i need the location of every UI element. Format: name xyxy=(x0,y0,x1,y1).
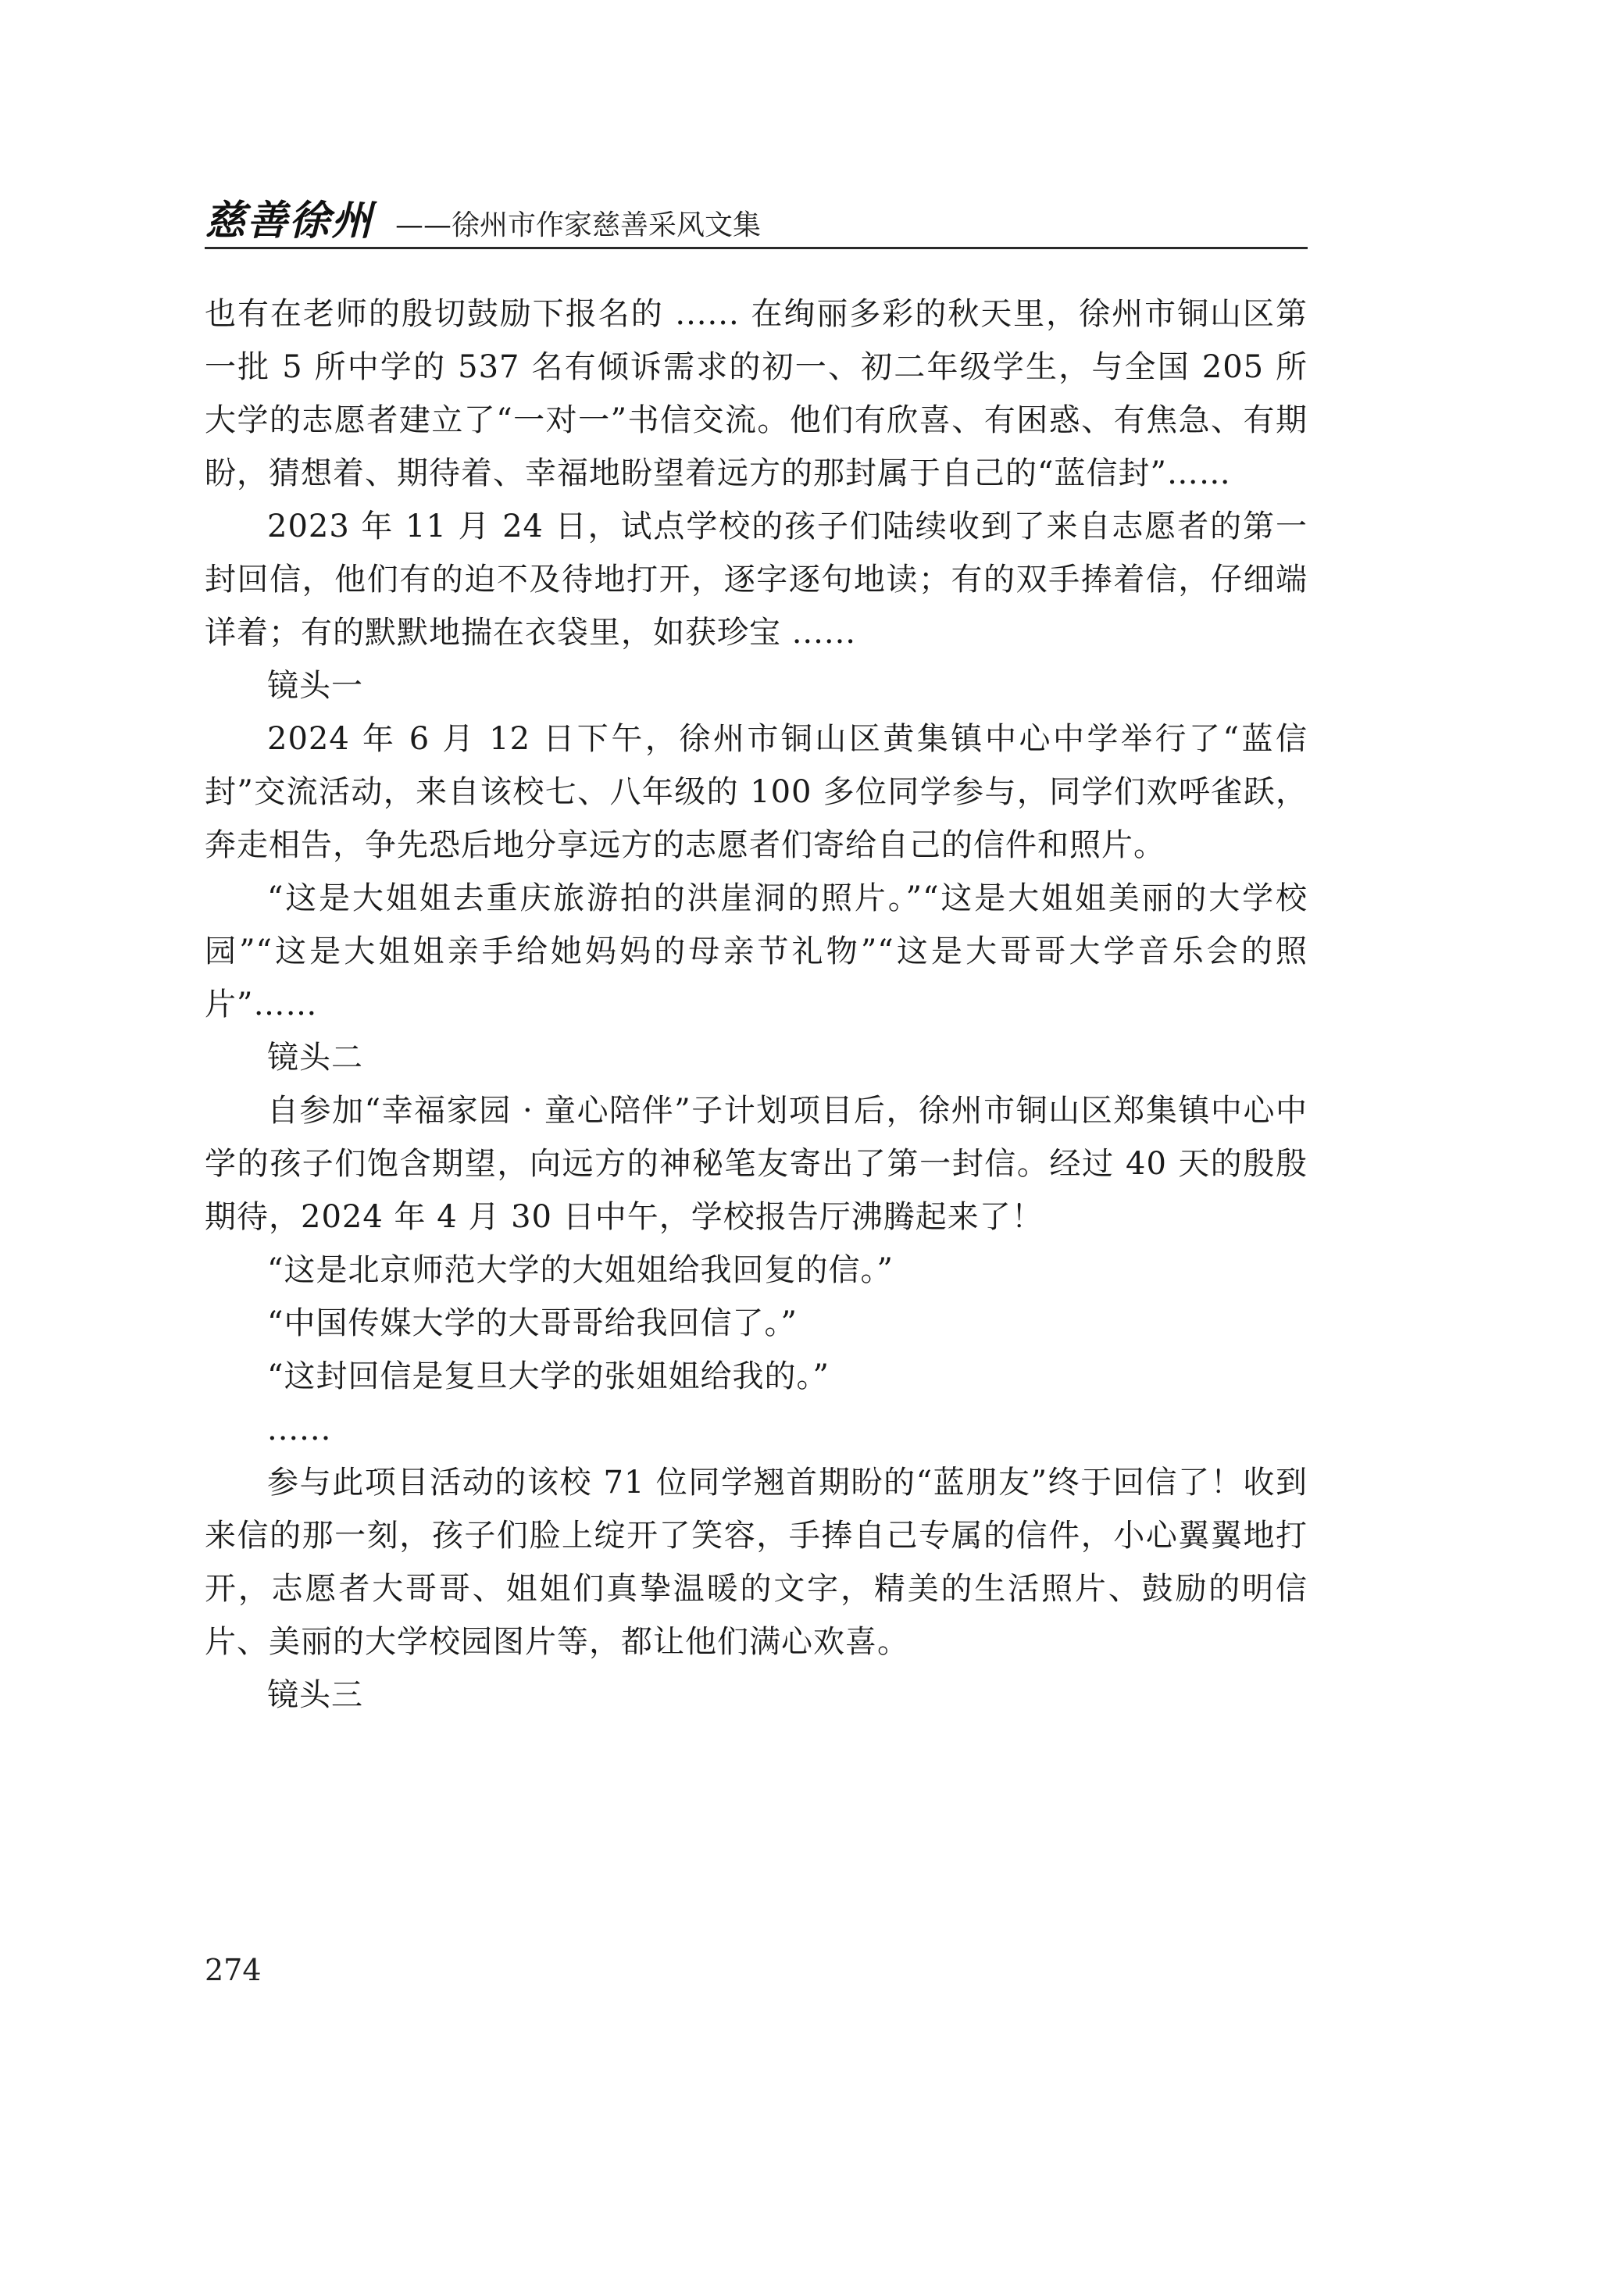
paragraph: 自参加“幸福家园 · 童心陪伴”子计划项目后，徐州市铜山区郑集镇中心中学的孩子们饱含期望，向远方的神秘笔友寄出了第一封信。经过 40 天的殷殷期待，2024 年 4 月 30 日中午，学校报告厅沸腾起来了！ xyxy=(205,1093,1308,1235)
paragraph: 2023 年 11 月 24 日，试点学校的孩子们陆续收到了来自志愿者的第一封回信，他们有的迫不及待地打开，逐字逐句地读；有的双手捧着信，仔细端详着；有的默默地揣在衣袋里，如获珍宝 ...... xyxy=(205,509,1308,651)
section-heading: 镜头一 xyxy=(267,668,363,704)
paragraph: ...... xyxy=(267,1412,332,1447)
header-subtitle: ——徐州市作家慈善采风文集 xyxy=(395,209,762,241)
section-heading: 镜头三 xyxy=(267,1677,363,1713)
paragraph: 2024 年 6 月 12 日下午，徐州市铜山区黄集镇中心中学举行了“蓝信封”交流活动，来自该校七、八年级的 100 多位同学参与，同学们欢呼雀跃，奔走相告，争先恐后地分享远方的志愿者们寄给自己的信件和照片。 xyxy=(205,721,1308,863)
page-number: 274 xyxy=(205,1953,262,1987)
paragraph: “中国传媒大学的大哥哥给我回信了。” xyxy=(267,1305,798,1341)
section-heading: 镜头二 xyxy=(267,1040,363,1076)
paragraph: 也有在老师的殷切鼓励下报名的 ...... 在绚丽多彩的秋天里，徐州市铜山区第一批 5 所中学的 537 名有倾诉需求的初一、初二年级学生，与全国 205 所大学的志愿者建立了“一对一”书信交流。他们有欣喜、有困惑、有焦急、有期盼，猜想着、期待着、幸福地盼望着远方的那封属于自己的“蓝信封”…… xyxy=(205,296,1308,491)
paragraph: “这封回信是复旦大学的张姐姐给我的。” xyxy=(267,1358,830,1394)
paragraph: “这是北京师范大学的大姐姐给我回复的信。” xyxy=(267,1252,894,1288)
paragraph: 参与此项目活动的该校 71 位同学翘首期盼的“蓝朋友”终于回信了！收到来信的那一刻，孩子们脸上绽开了笑容，手捧自己专属的信件，小心翼翼地打开，志愿者大哥哥、姐姐们真挚温暖的文字，精美的生活照片、鼓励的明信片、美丽的大学校园图片等，都让他们满心欢喜。 xyxy=(205,1465,1308,1660)
paragraph: “这是大姐姐去重庆旅游拍的洪崖洞的照片。”“这是大姐姐美丽的大学校园”“这是大姐姐亲手给她妈妈的母亲节礼物”“这是大哥哥大学音乐会的照片”…… xyxy=(205,880,1308,1023)
header-logo: 慈善徐州 xyxy=(205,197,374,244)
page-header xyxy=(205,187,1308,249)
body-text xyxy=(205,287,1308,1722)
